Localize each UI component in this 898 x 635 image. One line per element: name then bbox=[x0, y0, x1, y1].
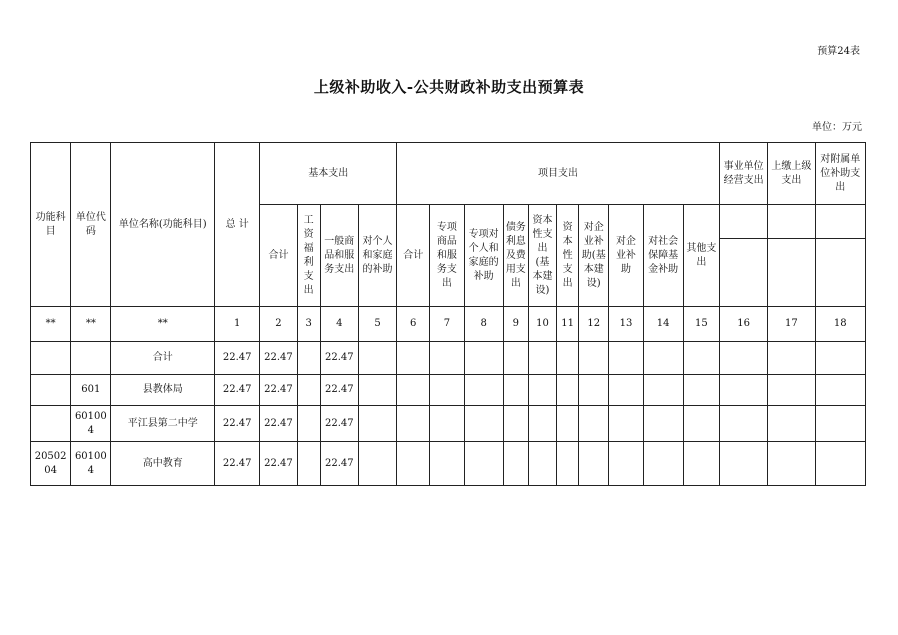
index-row bbox=[31, 307, 866, 342]
index-cell: 7 bbox=[430, 307, 464, 342]
table-row bbox=[31, 342, 866, 375]
index-cell: 5 bbox=[358, 307, 396, 342]
basic-total-cell: 22.47 bbox=[260, 406, 297, 442]
header-blank-1 bbox=[719, 205, 767, 239]
empty-cell bbox=[557, 342, 579, 375]
header-other: 其他支出 bbox=[683, 205, 719, 307]
empty-cell bbox=[358, 342, 396, 375]
header-unit-code: 单位代码 bbox=[71, 143, 111, 307]
header-enterprise: 对企业补助 bbox=[609, 205, 643, 307]
header-total: 总 计 bbox=[215, 143, 260, 307]
empty-cell bbox=[579, 342, 609, 375]
table-row bbox=[31, 406, 866, 442]
unit-name-cell: 平江县第二中学 bbox=[111, 406, 215, 442]
empty-cell bbox=[683, 406, 719, 442]
index-cell: 18 bbox=[815, 307, 865, 342]
header-affil: 对附属单位补助支出 bbox=[815, 143, 865, 205]
header-personal: 对个人和家庭的补助 bbox=[358, 205, 396, 307]
empty-cell bbox=[397, 442, 430, 486]
header-blank-4 bbox=[719, 239, 767, 307]
header-basic-total: 合计 bbox=[260, 205, 297, 307]
empty-cell bbox=[579, 406, 609, 442]
goods-cell: 22.47 bbox=[320, 406, 358, 442]
basic-total-cell: 22.47 bbox=[260, 442, 297, 486]
empty-cell bbox=[768, 342, 815, 375]
index-cell: 6 bbox=[397, 307, 430, 342]
header-goods: 一般商品和服务支出 bbox=[320, 205, 358, 307]
empty-cell bbox=[464, 342, 503, 375]
empty-cell bbox=[719, 342, 767, 375]
index-cell: 13 bbox=[609, 307, 643, 342]
total-cell: 22.47 bbox=[215, 406, 260, 442]
header-basic: 基本支出 bbox=[260, 143, 397, 205]
empty-cell bbox=[430, 442, 464, 486]
empty-cell bbox=[768, 375, 815, 406]
empty-cell bbox=[297, 342, 320, 375]
index-cell: ** bbox=[31, 307, 71, 342]
empty-cell bbox=[768, 406, 815, 442]
empty-cell bbox=[683, 375, 719, 406]
empty-cell bbox=[464, 375, 503, 406]
header-capital-build: 资本性支出(基本建设) bbox=[528, 205, 556, 307]
index-cell: 17 bbox=[768, 307, 815, 342]
empty-cell bbox=[815, 375, 865, 406]
header-capital: 资本性支出 bbox=[557, 205, 579, 307]
header-project: 项目支出 bbox=[397, 143, 720, 205]
empty-cell bbox=[609, 406, 643, 442]
header-project-total: 合计 bbox=[397, 205, 430, 307]
empty-cell bbox=[683, 442, 719, 486]
empty-cell bbox=[528, 375, 556, 406]
index-cell: 12 bbox=[579, 307, 609, 342]
empty-cell bbox=[815, 406, 865, 442]
unit-name-cell: 高中教育 bbox=[111, 442, 215, 486]
empty-cell bbox=[397, 342, 430, 375]
index-cell: 3 bbox=[297, 307, 320, 342]
empty-cell bbox=[643, 375, 683, 406]
page-title: 上级补助收入-公共财政补助支出预算表 bbox=[313, 78, 585, 96]
header-unit-name: 单位名称(功能科目) bbox=[111, 143, 215, 307]
header-blank-3 bbox=[815, 205, 865, 239]
table-row bbox=[31, 375, 866, 406]
index-cell: 4 bbox=[320, 307, 358, 342]
unit-label: 单位：万元 bbox=[812, 122, 862, 133]
empty-cell bbox=[557, 406, 579, 442]
empty-cell bbox=[358, 442, 396, 486]
index-cell: 16 bbox=[719, 307, 767, 342]
unit-code-cell bbox=[71, 342, 111, 375]
empty-cell bbox=[528, 406, 556, 442]
unit-name-cell: 合计 bbox=[111, 342, 215, 375]
index-cell: 9 bbox=[503, 307, 528, 342]
header-special-goods: 专项商品和服务支出 bbox=[430, 205, 464, 307]
empty-cell bbox=[430, 406, 464, 442]
empty-cell bbox=[609, 375, 643, 406]
goods-cell: 22.47 bbox=[320, 375, 358, 406]
index-cell: 1 bbox=[215, 307, 260, 342]
unit-name-cell: 县教体局 bbox=[111, 375, 215, 406]
empty-cell bbox=[768, 442, 815, 486]
empty-cell bbox=[643, 406, 683, 442]
unit-code-cell: 601004 bbox=[71, 406, 111, 442]
goods-cell: 22.47 bbox=[320, 442, 358, 486]
func-code-cell bbox=[31, 406, 71, 442]
header-upper: 上缴上级支出 bbox=[768, 143, 815, 205]
empty-cell bbox=[358, 406, 396, 442]
index-cell: ** bbox=[111, 307, 215, 342]
unit-code-cell: 601004 bbox=[71, 442, 111, 486]
empty-cell bbox=[579, 375, 609, 406]
header-blank-5 bbox=[768, 239, 815, 307]
total-cell: 22.47 bbox=[215, 442, 260, 486]
empty-cell bbox=[397, 406, 430, 442]
header-social-fund: 对社会保障基金补助 bbox=[643, 205, 683, 307]
empty-cell bbox=[609, 442, 643, 486]
empty-cell bbox=[397, 375, 430, 406]
table-row bbox=[31, 442, 866, 486]
form-number: 预算24表 bbox=[817, 46, 860, 57]
empty-cell bbox=[503, 342, 528, 375]
budget-table bbox=[30, 142, 866, 486]
header-blank-6 bbox=[815, 239, 865, 307]
header-special-personal: 专项对个人和家庭的补助 bbox=[464, 205, 503, 307]
index-cell: 10 bbox=[528, 307, 556, 342]
empty-cell bbox=[464, 442, 503, 486]
goods-cell: 22.47 bbox=[320, 342, 358, 375]
header-enterprise-build: 对企业补助(基本建设) bbox=[579, 205, 609, 307]
empty-cell bbox=[464, 406, 503, 442]
unit-code-cell: 601 bbox=[71, 375, 111, 406]
empty-cell bbox=[557, 442, 579, 486]
empty-cell bbox=[579, 442, 609, 486]
empty-cell bbox=[297, 375, 320, 406]
empty-cell bbox=[683, 342, 719, 375]
header-func-code: 功能科目 bbox=[31, 143, 71, 307]
total-cell: 22.47 bbox=[215, 375, 260, 406]
empty-cell bbox=[503, 375, 528, 406]
empty-cell bbox=[719, 406, 767, 442]
index-cell: ** bbox=[71, 307, 111, 342]
empty-cell bbox=[609, 342, 643, 375]
index-cell: 11 bbox=[557, 307, 579, 342]
total-cell: 22.47 bbox=[215, 342, 260, 375]
index-cell: 14 bbox=[643, 307, 683, 342]
func-code-cell: 2050204 bbox=[31, 442, 71, 486]
empty-cell bbox=[503, 442, 528, 486]
empty-cell bbox=[557, 375, 579, 406]
header-blank-2 bbox=[768, 205, 815, 239]
header-debt: 债务利息及费用支出 bbox=[503, 205, 528, 307]
func-code-cell bbox=[31, 342, 71, 375]
basic-total-cell: 22.47 bbox=[260, 375, 297, 406]
empty-cell bbox=[528, 342, 556, 375]
empty-cell bbox=[815, 342, 865, 375]
header-salary: 工资福利支出 bbox=[297, 205, 320, 307]
empty-cell bbox=[528, 442, 556, 486]
basic-total-cell: 22.47 bbox=[260, 342, 297, 375]
empty-cell bbox=[719, 442, 767, 486]
empty-cell bbox=[430, 375, 464, 406]
empty-cell bbox=[297, 406, 320, 442]
empty-cell bbox=[643, 442, 683, 486]
empty-cell bbox=[297, 442, 320, 486]
empty-cell bbox=[643, 342, 683, 375]
empty-cell bbox=[503, 406, 528, 442]
func-code-cell bbox=[31, 375, 71, 406]
index-cell: 2 bbox=[260, 307, 297, 342]
empty-cell bbox=[815, 442, 865, 486]
header-biz: 事业单位经营支出 bbox=[719, 143, 767, 205]
empty-cell bbox=[430, 342, 464, 375]
empty-cell bbox=[358, 375, 396, 406]
index-cell: 8 bbox=[464, 307, 503, 342]
index-cell: 15 bbox=[683, 307, 719, 342]
empty-cell bbox=[719, 375, 767, 406]
